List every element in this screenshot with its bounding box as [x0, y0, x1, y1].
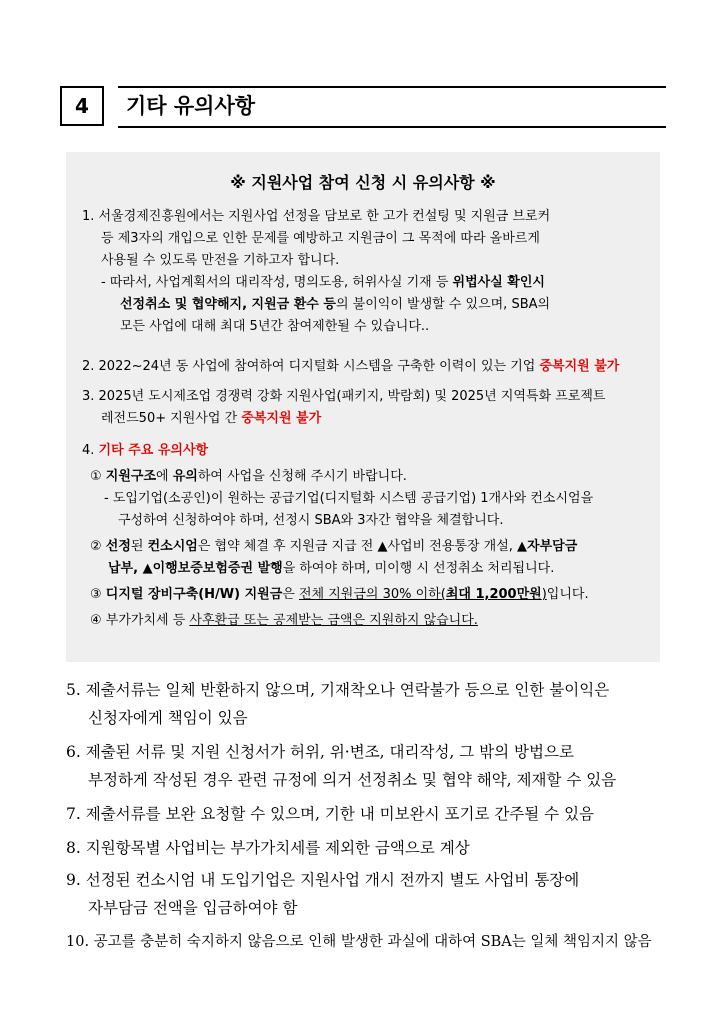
- notice-box: [66, 152, 660, 662]
- red-text: 중복지원 불가: [539, 359, 620, 374]
- bold-text: 유의: [172, 469, 198, 484]
- notice-item-4-c1-sub1: - 도입기업(소공인)이 원하는 공급기업(디지털화 시스템 공급기업) 1개사와 컨소시엄을: [104, 491, 594, 506]
- notice-item-4: [82, 440, 593, 632]
- text: 하여 사업을 신청해 주시기 바랍니다.: [197, 469, 407, 484]
- text: - 따라서, 사업계획서의 대리작성, 명의도용, 허위사실 기재 등: [101, 275, 453, 290]
- notice-title: ※ 지원사업 참여 신청 시 유의사항 ※: [230, 173, 496, 192]
- underlined-bold-text: 최대 1,200만원: [445, 587, 542, 602]
- circled-number: ②: [90, 539, 102, 554]
- notice-item-4-c1-sub2: 구성하여 신청하여야 하며, 선정시 SBA와 3자간 협약을 체결합니다.: [118, 513, 504, 528]
- notice-item-4-c2: [82, 536, 593, 558]
- notice-item-1-line3: 사용될 수 있도록 만전을 기하고자 합니다.: [101, 253, 340, 268]
- underlined-text: 사후환급 또는 공제받는 금액은 지원하지 않습니다.: [189, 613, 478, 628]
- text: 입니다.: [546, 587, 589, 602]
- text: 레전드50+ 지원사업 간: [101, 411, 242, 426]
- notice-item-1-line1: 1. 서울경제진흥원에서는 지원사업 선정을 담보로 한 고가 컨설팅 및 지원금 브로커: [82, 209, 551, 224]
- bold-text: 선정: [105, 539, 131, 554]
- bold-text: ▲자부담금: [517, 539, 578, 554]
- item-6-line1: 6. 제출된 서류 및 지원 신청서가 허위, 위·변조, 대리작성, 그 밖의 방법으로: [66, 743, 574, 761]
- notice-item-1-sub2: [82, 294, 550, 316]
- section-header: [60, 86, 666, 128]
- section-title-top-rule: [118, 86, 666, 88]
- item-5-line1: 5. 제출서류는 일체 반환하지 않으며, 기재착오나 연락불가 등으로 인한 불이익은: [66, 681, 610, 699]
- bold-text: 납부, ▲이행보증보험증권 발행: [108, 561, 283, 576]
- text: 2. 2022~24년 동 사업에 참여하여 디지털화 시스템을 구축한 이력이 있는 기업: [82, 359, 540, 374]
- notice-item-3-line2: [82, 408, 605, 430]
- notice-item-1-sub3: 모든 사업에 대해 최대 5년간 참여제한될 수 있습니다..: [120, 319, 430, 334]
- text: 에: [156, 469, 173, 484]
- item-9: [66, 866, 670, 922]
- notice-item-2: [82, 356, 619, 378]
- red-text: 기타 주요 유의사항: [98, 443, 209, 458]
- item-8: 8. 지원항목별 사업비는 부가가치세를 제외한 금액으로 계상: [66, 839, 470, 857]
- notice-item-1-sub1: [82, 272, 550, 294]
- notice-item-4-c4: [82, 610, 593, 632]
- notice-item-4-c1: [82, 466, 593, 488]
- item-9-line2: 자부담금 전액을 입금하여야 함: [88, 899, 298, 917]
- notice-item-4-title: [82, 440, 593, 462]
- notice-item-3-line1: 3. 2025년 도시제조업 경쟁력 강화 지원사업(패키지, 박람회) 및 2025년 지역특화 프로젝트: [82, 389, 606, 404]
- text: 은 협약 체결 후 지원금 지급 전 ▲사업비 전용통장 개설,: [197, 539, 518, 554]
- text: 은: [282, 587, 299, 602]
- notice-item-1-line2: 등 제3자의 개입으로 인한 문제를 예방하고 지원금이 그 목적에 따라 올바르게: [101, 231, 540, 246]
- notice-item-1: [82, 206, 550, 338]
- text: 을 하여야 하며, 미이행 시 선정취소 처리됩니다.: [282, 561, 555, 576]
- item-5-line2: 신청자에게 책임이 있음: [88, 709, 248, 727]
- bold-text: 컨소시엄: [147, 539, 198, 554]
- item-5: [66, 676, 670, 732]
- circled-number: ③: [90, 587, 102, 602]
- circled-number: ④: [90, 613, 102, 628]
- notice-item-4-c3: [82, 584, 593, 606]
- text: 부가가치세 등: [105, 613, 190, 628]
- section-number: 4: [60, 86, 104, 126]
- text: 4.: [82, 443, 99, 458]
- notice-item-4-c2-line2: [82, 558, 593, 580]
- circled-number: ①: [90, 469, 102, 484]
- bold-text: 선정취소 및 협약해지, 지원금 환수 등: [120, 297, 336, 312]
- bold-text: 디지털 장비구축(H/W) 지원금: [105, 587, 283, 602]
- section-title: 기타 유의사항: [126, 94, 256, 118]
- red-text: 중복지원 불가: [241, 411, 322, 426]
- item-6-line2: 부정하게 작성된 경우 관련 규정에 의거 선정취소 및 협약 해약, 제재할 수 있음: [88, 771, 617, 789]
- bold-text: 위법사실 확인시: [452, 275, 545, 290]
- item-10: 10. 공고를 충분히 숙지하지 않음으로 인해 발생한 과실에 대하여 SBA는 일체 책임지지 않음: [66, 934, 652, 950]
- item-6: [66, 738, 670, 794]
- underlined-text: 전체 지원금의 30% 이하(: [298, 587, 446, 602]
- underlined-text: ): [541, 587, 547, 602]
- item-7: 7. 제출서류를 보완 요청할 수 있으며, 기한 내 미보완시 포기로 간주될 수 있음: [66, 805, 595, 823]
- bold-text: 지원구조: [105, 469, 157, 484]
- item-9-line1: 9. 선정된 컨소시엄 내 도입기업은 지원사업 개시 전까지 별도 사업비 통장에: [66, 871, 580, 889]
- section-title-bottom-rule: [118, 126, 666, 128]
- text: 의 불이익이 발생할 수 있으며, SBA의: [335, 297, 551, 312]
- text: 된: [130, 539, 148, 554]
- notice-item-3: [82, 386, 605, 430]
